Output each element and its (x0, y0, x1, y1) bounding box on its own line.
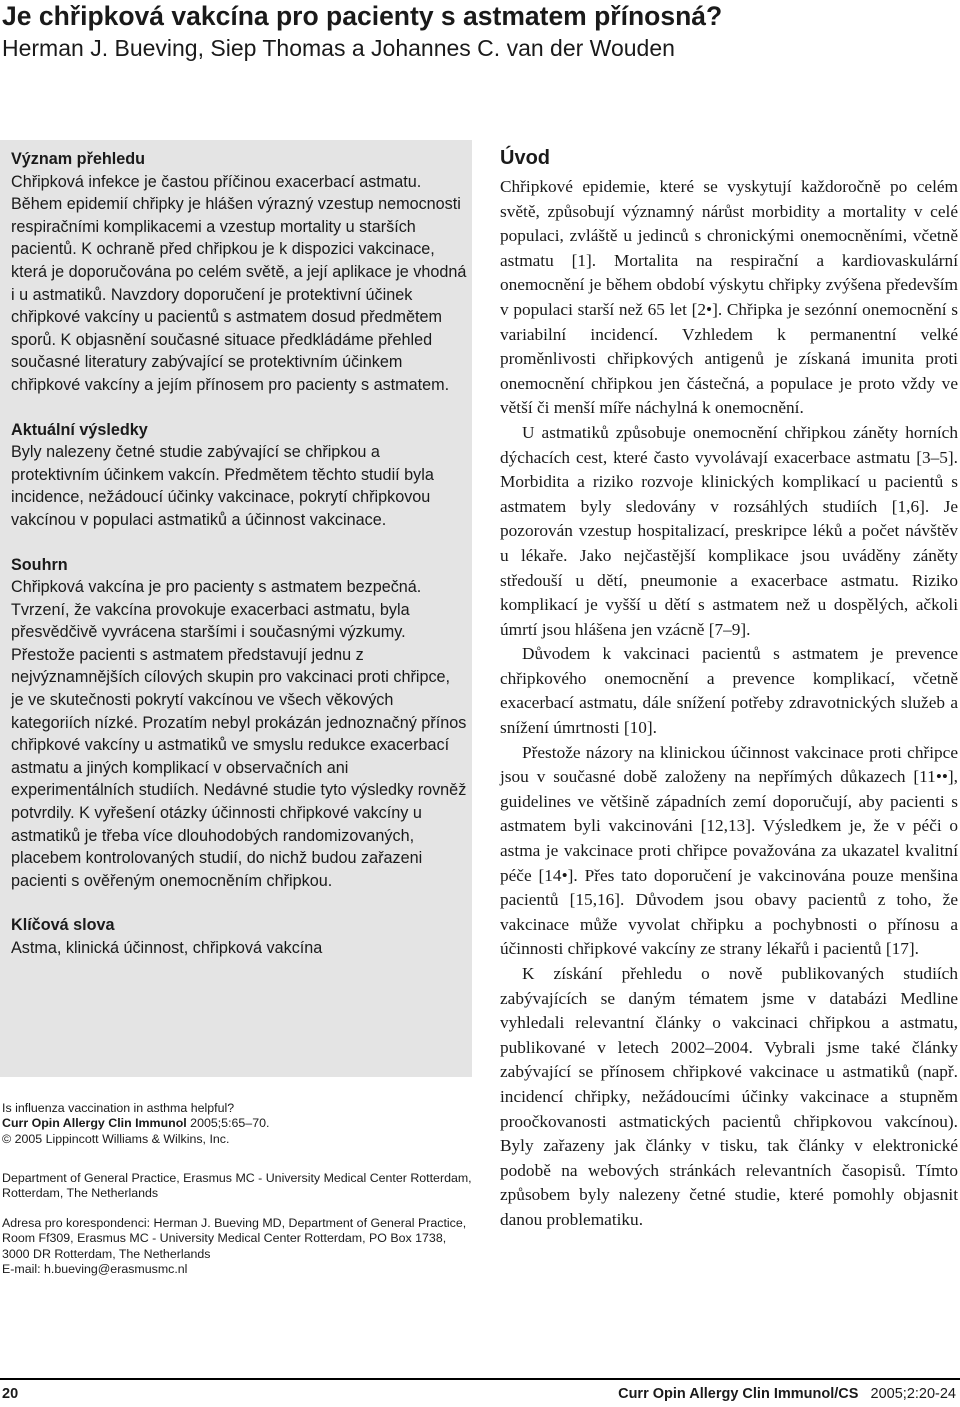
correspondence: Adresa pro korespondenci: Herman J. Bueving MD, Department of General Practice, Room Ff309, Erasmus MC - University Medical Center Rotterdam, PO Box 1738, 3000 DR Rotterdam, The Netherlands (2, 1216, 467, 1261)
abstract-text: Chřipková infekce je častou příčinou exacerbací astmatu. Během epidemií chřipky je hlášen výrazný vzestup nemocnosti respiračními komplikacemi a vzestup mortality u starších pacientů. K ochraně před chřipkou je k dispozici vakcinace, která je doporučována po celém světě, a její aplikace je vhodná i u astmatiků. Navzdory doporučení je protektivní účinek chřipkové vakcíny u pacientů s astmatem dosud předmětem sporů. K objasnění současné situace předkládáme přehled současné literatury zabývající se protektivním účinkem chřipkové vakcíny a jejím přínosem pro pacienty s astmatem. (11, 172, 467, 394)
abstract-section-significance (11, 148, 467, 397)
journal-citation (2, 1116, 472, 1131)
abstract-heading: Aktuální výsledky (11, 420, 148, 439)
abstract-box (0, 140, 472, 1077)
body-column (500, 145, 958, 1233)
affiliation-block (2, 1171, 472, 1202)
abstract-text: Byly nalezeny četné studie zabývající se chřipkou a protektivním účinkem vakcín. Předmětem těchto studií byla incidence, nežádoucí účinky vakcinace, pokrytí chřipkovou vakcínou v populaci astmatiků a účinnost vakcinace. (11, 443, 434, 529)
body-paragraph: Chřipkové epidemie, které se vyskytují každoročně po celém světě, způsobují významný nárůst morbidity a mortality v celé populaci, zvláště u jedinců s chronickými onemocněními, včetně astmatu [1]. Mortalita na respirační a kardiovaskulární onemocnění je během období výskytu chřipky zvýšena především v populaci starší než 65 let [2•]. Chřipka je sezónní onemocnění s variabilní incidencí. Vzhledem k permanentní velké proměnlivosti chřipkových antigenů je získaná imunita proti onemocnění chřipkou jen částečná, a populace je proto vždy ve větší či menší míře náchylná k onemocnění. (500, 177, 958, 418)
abstract-text: Chřipková vakcína je pro pacienty s astmatem bezpečná. Tvrzení, že vakcína provokuje exacerbaci astmatu, byla přesvědčivě vyvrácena staršími i současnými výzkumy. Přestože pacienti s astmatem představují jednu z nejvýznamnějších cílových skupin pro vakcinaci proti chřipce, je ve skutečnosti pokrytí vakcínou ve všech věkových kategoriích nízké. Prozatím nebyl prokázán jednoznačný přínos chřipkové vakcíny u astmatiků ve smyslu redukce exacerbací astmatu a jiných komplikací v observačních ani experimentálních studiích. Nedávné studie tyto výsledky rovněž potvrdily. K vyřešení otázky účinnosti chřipkové vakcíny u astmatiků je třeba více dlouhodobých randomizovaných, placebem kontrolovaných studií, do nichž budou zařazeni pacienti s ověřeným onemocněním chřipkou. (11, 578, 467, 890)
footer-journal: Curr Opin Allergy Clin Immunol/CS (618, 1386, 859, 1402)
journal-name: Curr Opin Allergy Clin Immunol (2, 1116, 187, 1131)
abstract-content (11, 148, 467, 982)
article-meta (2, 1101, 472, 1147)
body-paragraph: U astmatiků způsobuje onemocnění chřipkou záněty horních dýchacích cest, které často vyvolávají exacerbace astmatu [3–5]. Morbidita a riziko rozvoje klinických komplikací u pacientů s astmatem byly sledovány v rozsáhlých studiích [1,6]. Je pozorován vzestup hospitalizací, preskripce léků a počet návštěv u lékaře. Jako nejčastější komplikace jsou uváděny záněty středouší u dětí, pneumonie a exacerbace astmatu. Riziko komplikací je vyšší u dětí s astmatem než u dospělých, ačkoli úmrtí jsou hlášena jen vzácně [7–9]. (500, 422, 958, 639)
copyright: © 2005 Lippincott Williams & Wilkins, Inc. (2, 1131, 230, 1146)
abstract-heading: Význam přehledu (11, 150, 146, 168)
abstract-heading: Souhrn (11, 555, 68, 574)
abstract-heading: Klíčová slova (11, 916, 115, 935)
abstract-section-summary (11, 554, 467, 893)
abstract-section-findings (11, 419, 467, 532)
section-heading: Úvod (500, 147, 550, 169)
article-title: Je chřipková vakcína pro pacienty s astmatem přínosná? (2, 1, 723, 31)
page-number: 20 (2, 1386, 19, 1402)
running-footer (618, 1386, 956, 1402)
english-title: Is influenza vaccination in asthma helpful? (2, 1101, 235, 1115)
affiliation: Department of General Practice, Erasmus MC - University Medical Center Rotterdam, Rotterdam, The Netherlands (2, 1171, 472, 1201)
footer-divider (0, 1378, 960, 1380)
abstract-text: Astma, klinická účinnost, chřipková vakcína (11, 939, 323, 957)
email[interactable]: E-mail: h.bueving@erasmusmc.nl (2, 1262, 188, 1277)
article-authors: Herman J. Bueving, Siep Thomas a Johannes C. van der Wouden (2, 35, 675, 61)
body-paragraph: K získání přehledu o nově publikovaných studiích zabývajících se daným tématem jsme v databázi Medline vyhledali relevantní články o vakcinaci chřipkou a astmatu, publikované v letech 2002–2004. Vybrali jsme také články zabývající se přínosem chřipkové vakcinace u astmatiků (např. incidencí chřipky, nežádoucími účinky vakcinace a stupněm proočkovanosti astmatických pacientů chřipkovou vakcínou). Byly zařazeny jak články v tisku, tak články v elektronické podobě na webových stránkách relevantních časopisů. Tímto způsobem byly nalezeny četné studie, které pomohly objasnit danou problematiku. (500, 964, 958, 1229)
footer-issue: 2005;2:20-24 (870, 1386, 956, 1402)
body-paragraph: Přestože názory na klinickou účinnost vakcinace proti chřipce jsou v současné době založeny na nepřímých důkazech [11••], guidelines ve většině západních zemí doporučují, aby pacienti s astmatem byli vakcinováni [12,13]. Výsledkem je, že v péči o astma je vakcinace proti chřipce považována za ukazatel kvalitní péče [14•]. Přes tato doporučení je vakcinována pouze menšina pacientů [15,16]. Důvodem jsou obavy pacientů z toho, že vakcinace může vyvolat chřipku a pochybnosti o přínosu a účinnosti chřipkové vakcíny ze strany lékařů i pacientů [17]. (500, 742, 958, 959)
correspondence-block (2, 1216, 472, 1278)
journal-ref: 2005;5:65–70. (186, 1116, 270, 1131)
abstract-section-keywords (11, 914, 467, 959)
body-paragraph: Důvodem k vakcinaci pacientů s astmatem je prevence chřipkového onemocnění a prevence komplikací, včetně exacerbací astmatu, dále snížení potřeby zdravotnických služeb a snížení úmrtnosti [10]. (500, 644, 958, 738)
